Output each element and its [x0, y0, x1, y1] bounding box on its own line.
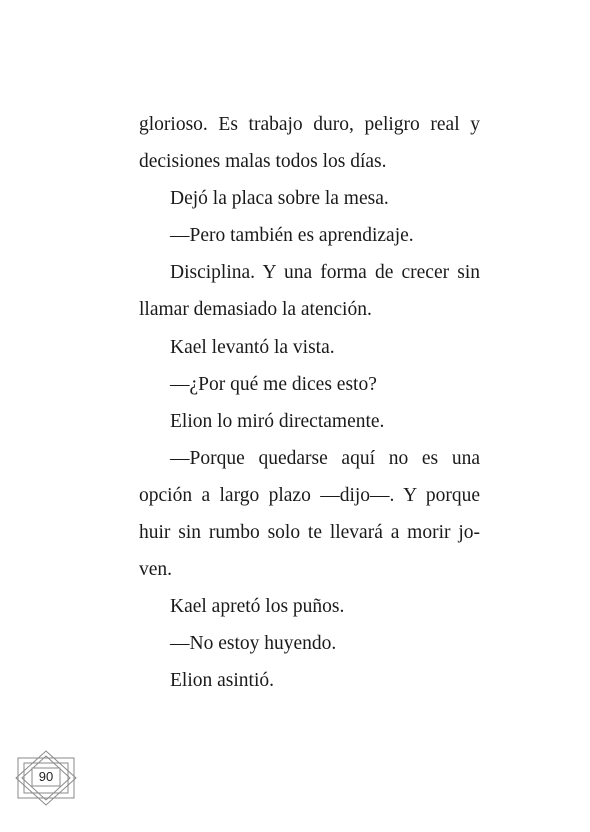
paragraph-10: —No estoy huyendo. — [170, 633, 337, 655]
body-text — [139, 106, 480, 700]
page-number: 90 — [38, 769, 54, 784]
paragraph-8: —Porque quedarse aquí no es una opción a largo plazo —dijo—. Y porque huir sin rumbo solo te llevará a morir jo-ven. — [139, 447, 480, 581]
paragraph-4: Disciplina. Y una forma de crecer sin llamar demasiado la atención. — [139, 262, 480, 321]
paragraph-7: Elion lo miró directamente. — [170, 410, 385, 432]
paragraph-6: —¿Por qué me dices esto? — [170, 373, 377, 395]
paragraph-5: Kael levantó la vista. — [170, 336, 335, 358]
paragraph-11: Elion asintió. — [170, 670, 274, 692]
paragraph-2: Dejó la placa sobre la mesa. — [170, 188, 389, 210]
paragraph-3: —Pero también es aprendizaje. — [170, 225, 414, 247]
paragraph-9: Kael apretó los puños. — [170, 596, 345, 618]
paragraph-1: glorioso. Es trabajo duro, peligro real y decisiones malas todos los días. — [139, 114, 480, 173]
page-number-emblem — [14, 750, 78, 806]
